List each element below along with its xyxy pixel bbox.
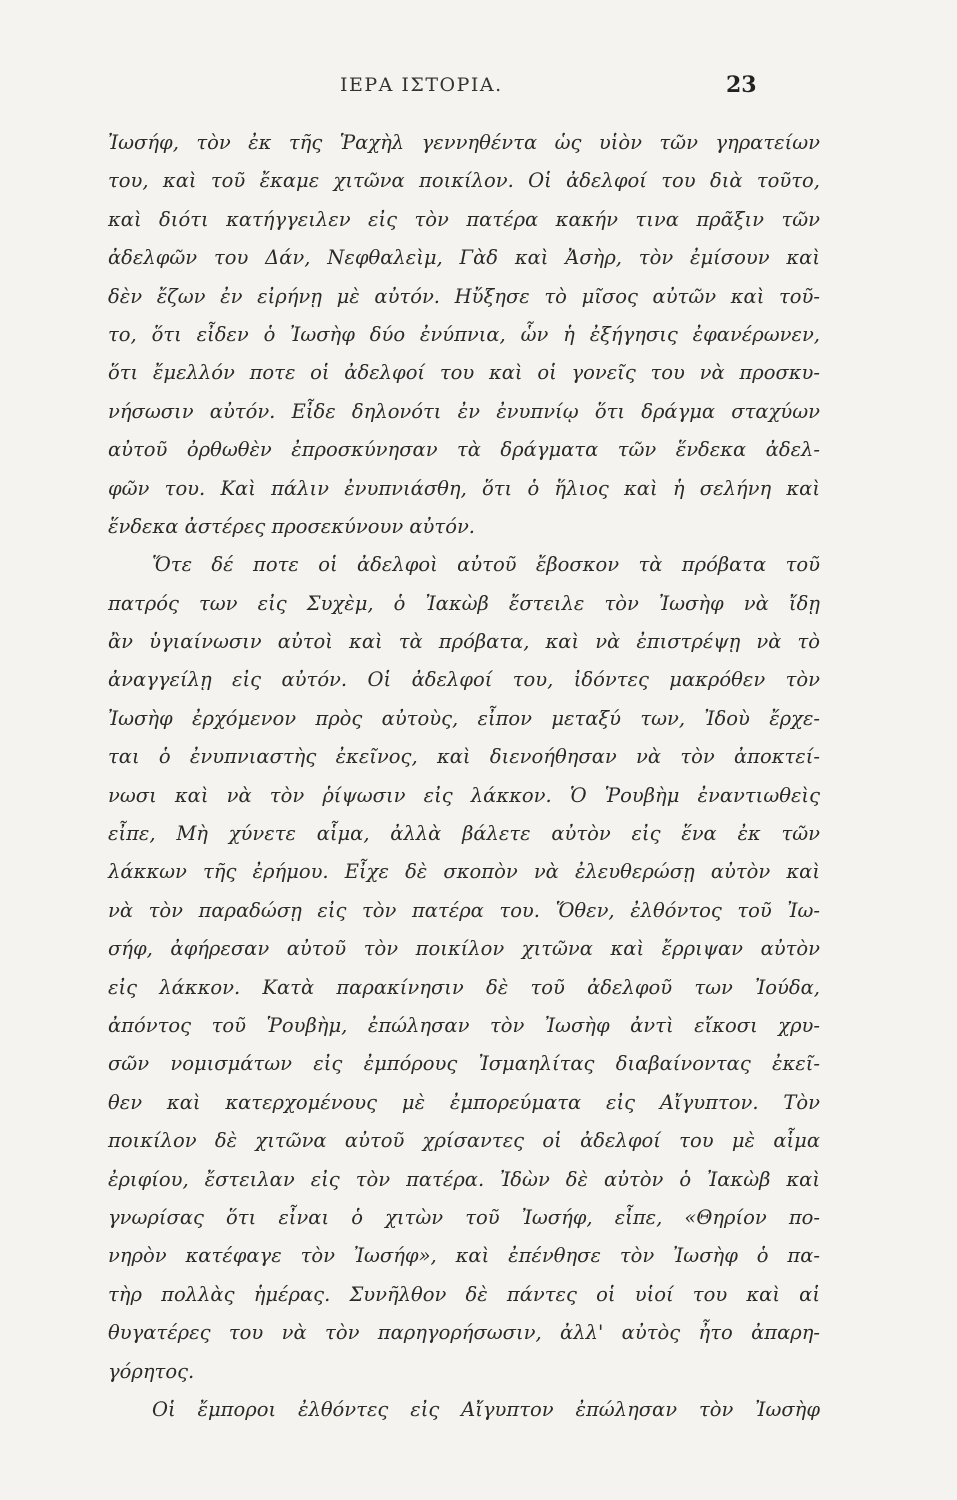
text-line: ἀδελφῶν του Δάν, Νεφθαλεὶμ, Γὰδ καὶ Ἀσὴρ, τὸν ἐμίσουν καὶ bbox=[108, 246, 820, 270]
text-line: εἰς λάκκον. Κατὰ παρακίνησιν δὲ τοῦ ἀδελφοῦ των Ἰούδα, bbox=[108, 975, 820, 999]
text-line: ἀπόντος τοῦ Ῥουβὴμ, ἐπώλησαν τὸν Ἰωσὴφ ἀντὶ εἴκοσι χρυ- bbox=[108, 1013, 820, 1037]
text-line: αὐτοῦ ὀρθωθὲν ἐπροσκύνησαν τὰ δράγματα τῶν ἕνδεκα ἀδελ- bbox=[108, 438, 820, 462]
text-line: ἂν ὑγιαίνωσιν αὐτοὶ καὶ τὰ πρόβατα, καὶ νὰ ἐπιστρέψῃ νὰ τὸ bbox=[108, 630, 820, 654]
text-line: ὅτι ἔμελλόν ποτε οἱ ἀδελφοί του καὶ οἱ γονεῖς του νὰ προσκυ- bbox=[108, 361, 820, 385]
text-line: πατρός των εἰς Συχὲμ, ὁ Ἰακὼβ ἔστειλε τὸν Ἰωσὴφ νὰ ἴδῃ bbox=[108, 591, 820, 615]
text-line: νὰ τὸν παραδώσῃ εἰς τὸν πατέρα του. Ὅθεν, ἐλθόντος τοῦ Ἰω- bbox=[108, 898, 820, 922]
page-number: 23 bbox=[726, 72, 757, 98]
text-line: καὶ διότι κατήγγειλεν εἰς τὸν πατέρα κακήν τινα πρᾶξιν τῶν bbox=[108, 207, 820, 231]
text-line: Ἰωσὴφ ἐρχόμενον πρὸς αὐτοὺς, εἶπον μεταξύ των, Ἰδοὺ ἔρχε- bbox=[108, 706, 820, 730]
running-title: ΙΕΡΑ ΙΣΤΟΡΙΑ. bbox=[340, 74, 503, 96]
paragraph-start-line: Οἱ ἔμποροι ἐλθόντες εἰς Αἴγυπτον ἐπώλησαν τὸν Ἰωσὴφ bbox=[152, 1397, 820, 1421]
text-line: θεν καὶ κατερχομένους μὲ ἐμπορεύματα εἰς Αἴγυπτον. Τὸν bbox=[108, 1090, 820, 1114]
text-line: λάκκων τῆς ἐρήμου. Εἶχε δὲ σκοπὸν νὰ ἐλευθερώσῃ αὐτὸν καὶ bbox=[108, 860, 820, 884]
text-line: ται ὁ ἐνυπνιαστὴς ἐκεῖνος, καὶ διενοήθησαν νὰ τὸν ἀποκτεί- bbox=[108, 745, 820, 769]
text-line: του, καὶ τοῦ ἔκαμε χιτῶνα ποικίλον. Οἱ ἀδελφοί του διὰ τοῦτο, bbox=[108, 169, 820, 193]
text-line: νήσωσιν αὐτόν. Εἶδε δηλονότι ἐν ἐνυπνίῳ ὅτι δράγμα σταχύων bbox=[108, 399, 820, 423]
text-line: δὲν ἔζων ἐν εἰρήνῃ μὲ αὐτόν. Ηὔξησε τὸ μῖσος αὐτῶν καὶ τοῦ- bbox=[108, 284, 820, 308]
text-line: σῶν νομισμάτων εἰς ἐμπόρους Ἰσμαηλίτας διαβαίνοντας ἐκεῖ- bbox=[108, 1052, 820, 1076]
text-line: νηρὸν κατέφαγε τὸν Ἰωσήφ», καὶ ἐπένθησε τὸν Ἰωσὴφ ὁ πα- bbox=[108, 1244, 820, 1268]
text-line: νωσι καὶ νὰ τὸν ῥίψωσιν εἰς λάκκον. Ὁ Ῥουβὴμ ἐναντιωθεὶς bbox=[108, 783, 820, 807]
text-line: ἕνδεκα ἀστέρες προσεκύνουν αὐτόν. bbox=[108, 514, 475, 538]
text-line: Ἰωσήφ, τὸν ἐκ τῆς Ῥαχὴλ γεννηθέντα ὡς υἱὸν τῶν γηρατείων bbox=[108, 131, 820, 154]
text-line: ἀναγγείλῃ εἰς αὐτόν. Οἱ ἀδελφοί του, ἰδόντες μακρόθεν τὸν bbox=[108, 668, 820, 692]
text-line: σήφ, ἀφήρεσαν αὐτοῦ τὸν ποικίλον χιτῶνα καὶ ἔρριψαν αὐτὸν bbox=[108, 937, 820, 961]
text-line: θυγατέρες του νὰ τὸν παρηγορήσωσιν, ἀλλ' αὐτὸς ἦτο ἀπαρη- bbox=[108, 1321, 820, 1345]
text-line: το, ὅτι εἶδεν ὁ Ἰωσὴφ δύο ἐνύπνια, ὧν ἡ ἐξήγησις ἐφανέρωνεν, bbox=[108, 322, 820, 346]
text-line: γόρητος. bbox=[108, 1359, 195, 1383]
text-line: ἐριφίου, ἔστειλαν εἰς τὸν πατέρα. Ἰδὼν δὲ αὐτὸν ὁ Ἰακὼβ καὶ bbox=[108, 1167, 820, 1191]
text-line: φῶν του. Καὶ πάλιν ἐνυπνιάσθη, ὅτι ὁ ἥλιος καὶ ἡ σελήνη καὶ bbox=[108, 476, 820, 500]
text-line: ποικίλον δὲ χιτῶνα αὐτοῦ χρίσαντες οἱ ἀδελφοί του μὲ αἷμα bbox=[108, 1129, 820, 1153]
text-line: τὴρ πολλὰς ἡμέρας. Συνῆλθον δὲ πάντες οἱ υἱοί του καὶ αἱ bbox=[108, 1282, 820, 1306]
text-line: γνωρίσας ὅτι εἶναι ὁ χιτὼν τοῦ Ἰωσήφ, εἶπε, «Θηρίον πο- bbox=[108, 1205, 820, 1229]
text-line: εἶπε, Μὴ χύνετε αἷμα, ἀλλὰ βάλετε αὐτὸν εἰς ἕνα ἐκ τῶν bbox=[108, 822, 820, 846]
paragraph-start-line: Ὅτε δέ ποτε οἱ ἀδελφοὶ αὐτοῦ ἔβοσκον τὰ πρόβατα τοῦ bbox=[152, 553, 820, 577]
body-text bbox=[108, 124, 820, 1429]
